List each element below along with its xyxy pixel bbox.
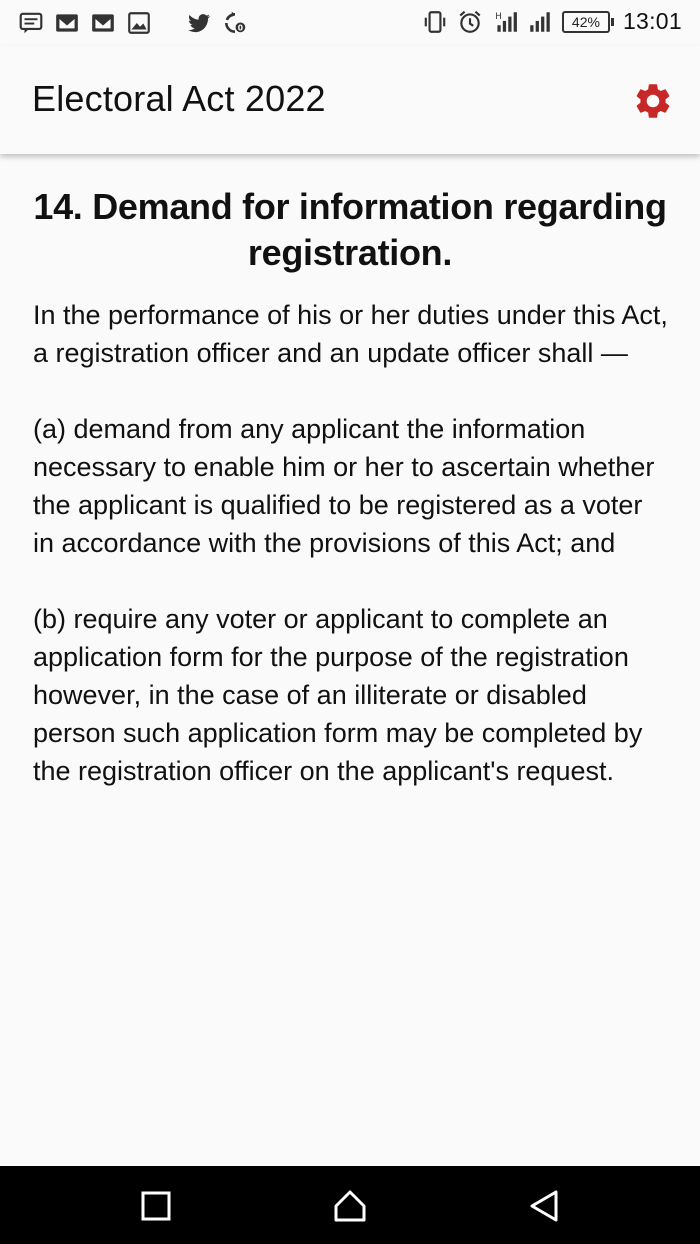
message-icon: [18, 10, 44, 36]
navigation-bar: [0, 1166, 700, 1244]
recents-button[interactable]: [136, 1186, 176, 1226]
twitter-icon: [186, 10, 212, 36]
spacer: [162, 10, 176, 36]
gmail-icon: [90, 10, 116, 36]
svg-text:0: 0: [237, 23, 244, 33]
sync-icon: [222, 10, 248, 36]
system-status-icons: [422, 8, 682, 35]
clock: 13:01: [622, 8, 682, 34]
home-button[interactable]: [330, 1186, 370, 1226]
section-paragraph: (b) require any voter or applicant to complete an application form for the purpose of the registration however, in the case of an illiterate or disabled person such application form may be completed by the registration officer on the applicant's request.: [33, 604, 643, 786]
battery-indicator: [562, 11, 614, 33]
alarm-icon: [457, 9, 483, 35]
svg-text:H: H: [495, 11, 502, 22]
battery-percent: 42%: [562, 11, 610, 33]
settings-button[interactable]: [632, 80, 674, 122]
vibrate-icon: [422, 9, 448, 35]
notification-icons: [18, 10, 248, 36]
section-body: [33, 296, 670, 790]
battery-tip: [611, 18, 614, 26]
section-content: [0, 154, 700, 1166]
back-icon: [524, 1186, 564, 1226]
section-paragraph: (a) demand from any applicant the information necessary to enable him or her to ascertain whether the applicant is qualified to be registered as a voter in accordance with the provisions of this Act; and: [33, 414, 655, 558]
gmail-icon: [54, 10, 80, 36]
signal-icon: [492, 9, 518, 35]
home-icon: [330, 1186, 370, 1226]
gear-icon: [632, 80, 674, 122]
recents-icon: [136, 1186, 176, 1226]
image-icon: [126, 10, 152, 36]
status-bar: [0, 0, 700, 46]
app-title: Electoral Act 2022: [32, 78, 326, 119]
section-paragraph: In the performance of his or her duties under this Act, a registration officer and an update officer shall —: [33, 300, 668, 368]
signal-icon: [527, 9, 553, 35]
app-bar: [0, 46, 700, 154]
back-button[interactable]: [524, 1186, 564, 1226]
section-title: 14. Demand for information regarding registration.: [33, 186, 667, 273]
